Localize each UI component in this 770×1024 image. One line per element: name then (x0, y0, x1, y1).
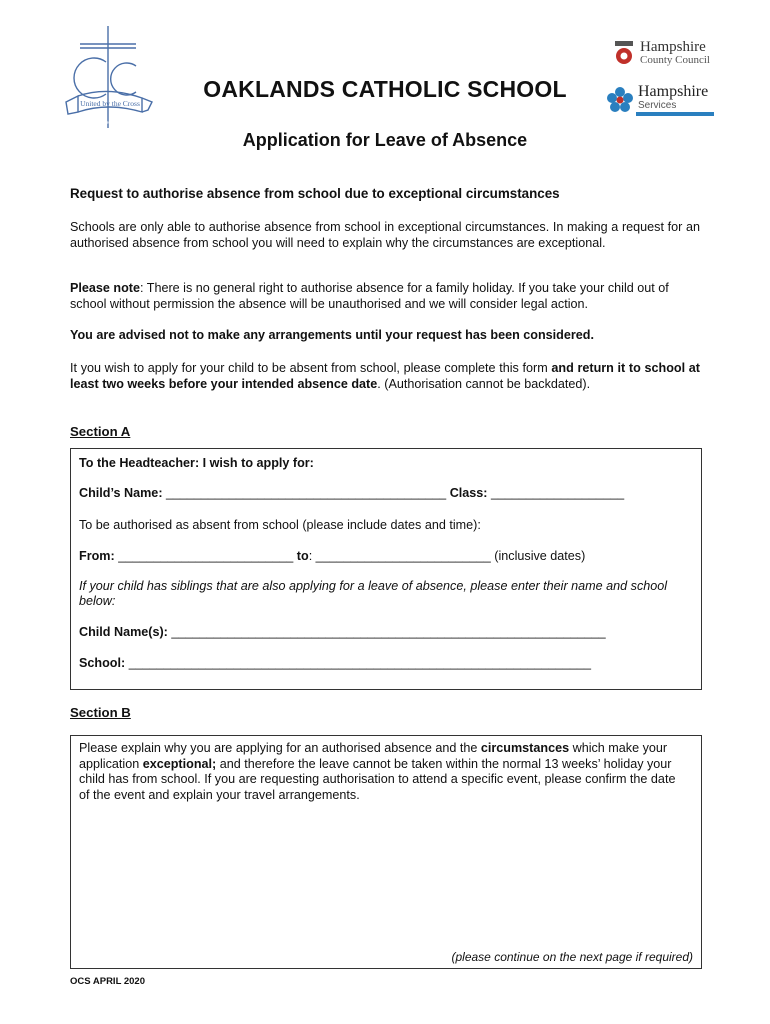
crest-monogram: OC (105, 120, 111, 125)
class-label: Class: (449, 486, 488, 500)
child-name-label: Child’s Name: (79, 486, 163, 500)
hampshire-services-logo (606, 84, 732, 120)
hcc-line1: Hampshire (640, 39, 706, 55)
school-name: OAKLANDS CATHOLIC SCHOOL (203, 76, 567, 102)
hs-line2: Services (638, 100, 677, 111)
date-range-row (79, 549, 585, 563)
return-text-post: . (Authorisation cannot be backdated). (377, 377, 591, 391)
return-text-bold: and return it to school at least two weeks before your intended absence date (70, 361, 700, 391)
to-headteacher-line: To the Headteacher: I wish to apply for: (79, 456, 314, 470)
section-b-title: Section B (70, 705, 131, 720)
school-field[interactable]: __________________________________________________________________ (128, 656, 591, 670)
intro-heading: Request to authorise absence from school due to exceptional circumstances (70, 186, 560, 201)
child-names-label: Child Name(s): (79, 625, 168, 639)
section-a-title: Section A (70, 424, 131, 439)
school-row (79, 656, 591, 670)
section-b-circumstances: circumstances (480, 741, 570, 755)
section-b-box[interactable] (70, 735, 702, 969)
hs-line1: Hampshire (638, 83, 709, 100)
crest-banner-text: United by the Cross (80, 99, 140, 108)
child-names-field[interactable]: ______________________________________________________________ (171, 625, 606, 639)
from-date-field[interactable]: _________________________ (118, 549, 294, 563)
hs-logo-bar (636, 112, 714, 116)
hampshire-county-council-logo (612, 40, 732, 68)
school-crest-logo (62, 22, 154, 132)
section-b-exceptional: exceptional; (142, 756, 217, 771)
inclusive-dates-note: (inclusive dates) (494, 549, 586, 563)
child-name-field[interactable]: ________________________________________ (166, 486, 447, 500)
school-label: School: (79, 656, 126, 670)
to-label: to (296, 549, 309, 563)
section-a-box (70, 448, 702, 690)
section-b-text-2: which make your application (79, 741, 668, 771)
child-names-row (79, 625, 606, 639)
section-b-instructions (79, 741, 679, 803)
please-note-paragraph (70, 280, 700, 312)
please-note-text: : There is no general right to authorise absence for a family holiday. If you take your child out of school without permission the absence will be unauthorised and we will consider legal action. (70, 281, 669, 311)
advice-statement: You are advised not to make any arrangements until your request has been considered. (70, 328, 594, 342)
hcc-line2: County Council (640, 54, 710, 66)
to-date-field[interactable]: : _________________________ (308, 549, 491, 563)
child-name-row (79, 486, 624, 500)
continue-note: (please continue on the next page if required) (451, 950, 693, 964)
authorised-dates-instruction: To be authorised as absent from school (please include dates and time): (79, 518, 481, 532)
class-field[interactable]: ___________________ (491, 486, 625, 500)
siblings-instruction: If your child has siblings that are also applying for a leave of absence, please enter their name and school below: (79, 579, 668, 608)
footer-code: OCS APRIL 2020 (70, 976, 145, 987)
intro-paragraph: Schools are only able to authorise absence from school in exceptional circumstances. In making a request for an authorised absence from school you will need to explain why the circumstances are exceptional. (70, 220, 700, 250)
please-note-label: Please note (70, 281, 140, 295)
from-label: From: (79, 549, 115, 563)
form-title: Application for Leave of Absence (242, 130, 528, 150)
return-text-pre: It you wish to apply for your child to be absent from school, please complete this form (70, 361, 552, 375)
section-b-text-1: Please explain why you are applying for an authorised absence and the (79, 741, 481, 755)
section-b-text-3: and therefore the leave cannot be taken within the normal 13 weeks’ holiday your child has from school. If you are requesting authorisation to attend a specific event, please confirm the date of the event and explain your travel arrangements. (79, 756, 676, 802)
return-instructions (70, 360, 700, 392)
